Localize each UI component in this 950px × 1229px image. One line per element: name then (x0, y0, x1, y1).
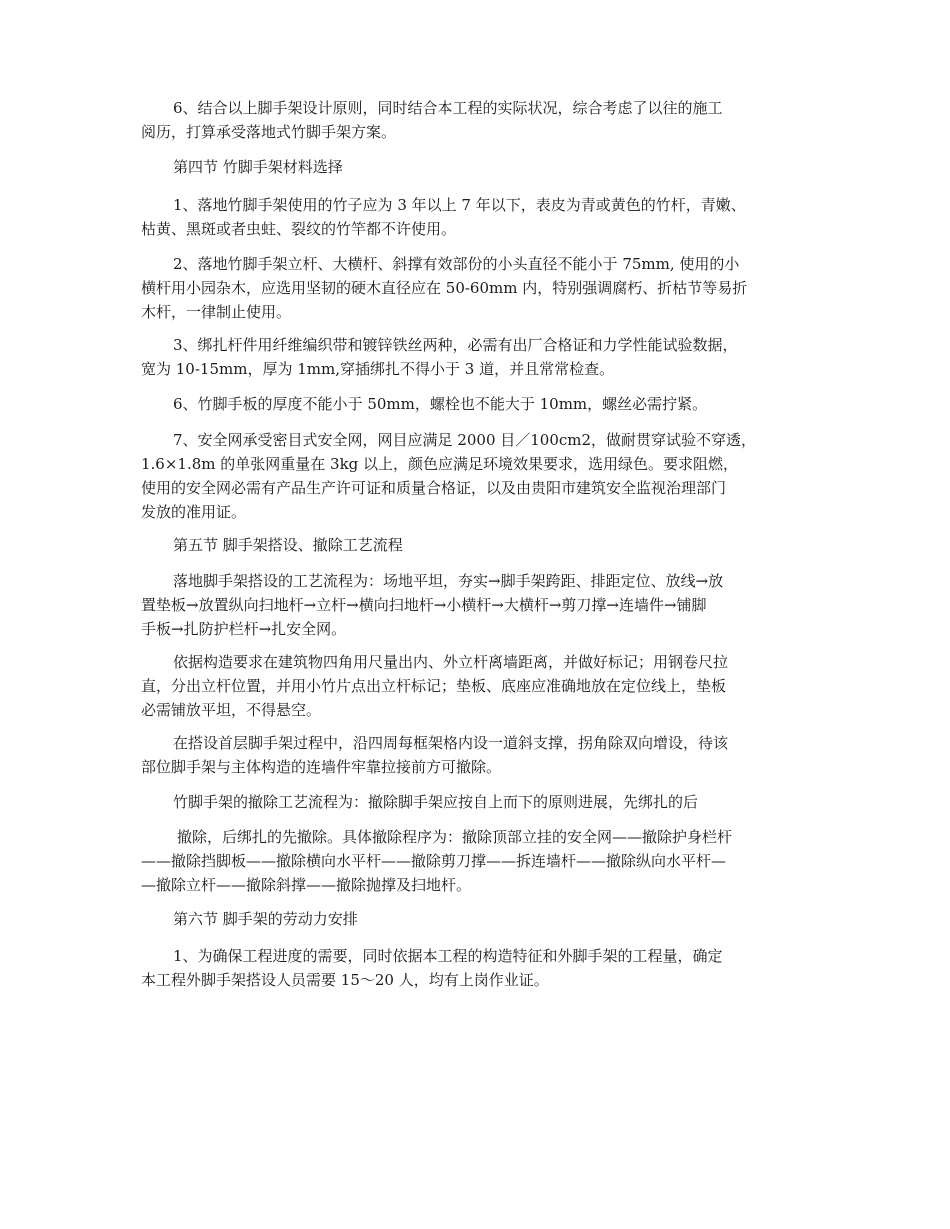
text-line: 落地脚手架搭设的工艺流程为：场地平坦，夯实→脚手架跨距、排距定位、放线→放 (173, 572, 724, 590)
text-line: 7、安全网承受密目式安全网，网目应满足 2000 目／100cm2，做耐贯穿试验不穿透， (173, 431, 757, 449)
text-line: 在搭设首层脚手架过程中，沿四周每框架格内设一道斜支撑，拐角除双向增设，待该 (173, 734, 729, 752)
text-line: 宽为 10-15mm，厚为 1mm,穿插绑扎不得小于 3 道，并且常常检查。 (141, 360, 615, 378)
paragraph-dismantle-intro (141, 790, 821, 814)
text-line: 置垫板→放置纵向扫地杆→立杆→横向扫地杆→小横杆→大横杆→剪刀撑→连墙件→铺脚 (141, 596, 707, 614)
paragraph-safety-net (141, 428, 821, 524)
paragraph-6-design-principle (141, 96, 821, 144)
text-line: 2、落地竹脚手架立杆、大横杆、斜撑有效部份的小头直径不能小于 75mm, 使用的小 (173, 255, 740, 273)
text-line: ——撤除挡脚板——撤除横向水平杆——撤除剪刀撑——拆连墙杆——撤除纵向水平杆— (141, 852, 727, 870)
section-heading-6 (141, 907, 821, 931)
section-heading-4 (141, 155, 821, 179)
text-line: 1、为确保工程进度的需要，同时依据本工程的构造特征和外脚手架的工程量，确定 (173, 947, 723, 965)
text-line: 6、竹脚手板的厚度不能小于 50mm，螺栓也不能大于 10mm，螺丝必需拧紧。 (173, 395, 708, 413)
heading-text: 第四节 竹脚手架材料选择 (173, 158, 343, 176)
text-line: 直，分出立杆位置，并用小竹片点出立杆标记；垫板、底座应准确地放在定位线上，垫板 (141, 677, 727, 695)
text-line: 横杆用小园杂木，应选用坚韧的硬木直径应在 50-60mm 内，特别强调腐朽、折枯节等易折 (141, 279, 748, 297)
paragraph-erection-process (141, 569, 821, 641)
paragraph-layout-marking (141, 650, 821, 722)
paragraph-bamboo-material (141, 193, 821, 241)
text-line: 1.6×1.8m 的单张网重量在 3kg 以上，颜色应满足环境效果要求，选用绿色。要求阻燃， (141, 455, 739, 473)
paragraph-binding-material (141, 333, 821, 381)
paragraph-first-floor-bracing (141, 731, 821, 779)
paragraph-pole-diameter (141, 252, 821, 324)
text-line: 竹脚手架的撤除工艺流程为：撤除脚手架应按自上而下的原则进展，先绑扎的后 (173, 793, 699, 811)
paragraph-dismantle-sequence (141, 825, 821, 897)
text-line: 部位脚手架与主体构造的连墙件牢靠拉接前方可撤除。 (141, 758, 502, 776)
text-line: —撤除立杆——撤除斜撑——撤除抛撑及扫地杆。 (141, 876, 472, 894)
text-line: 枯黄、黑斑或者虫蛀、裂纹的竹竿都不许使用。 (141, 220, 457, 238)
text-line: 使用的安全网必需有产品生产许可证和质量合格证，以及由贵阳市建筑安全监视治理部门 (141, 479, 727, 497)
paragraph-board-thickness (141, 392, 821, 416)
text-line: 必需铺放平坦，不得悬空。 (141, 701, 322, 719)
text-line: 阅历，打算承受落地式竹脚手架方案。 (141, 123, 397, 141)
text-line: 6、结合以上脚手架设计原则，同时结合本工程的实际状况，综合考虑了以往的施工 (173, 99, 723, 117)
paragraph-labor-arrangement (141, 944, 821, 992)
text-line: 本工程外脚手架搭设人员需要 15～20 人，均有上岗作业证。 (141, 971, 549, 989)
text-line: 木杆，一律制止使用。 (141, 303, 292, 321)
text-line: 手板→扎防护栏杆→扎安全网。 (141, 620, 347, 638)
section-heading-5 (141, 533, 821, 557)
heading-text: 第五节 脚手架搭设、撤除工艺流程 (173, 536, 403, 554)
heading-text: 第六节 脚手架的劳动力安排 (173, 910, 358, 928)
text-line: 3、绑扎杆件用纤维编织带和镀锌铁丝两种，必需有出厂合格证和力学性能试验数据， (173, 336, 738, 354)
text-line: 1、落地竹脚手架使用的竹子应为 3 年以上 7 年以下，表皮为青或黄色的竹杆，青嫩、 (173, 196, 746, 214)
text-line: 依据构造要求在建筑物四角用尺量出内、外立杆离墙距离，并做好标记；用钢卷尺拉 (173, 653, 729, 671)
text-line: 撤除，后绑扎的先撤除。具体撤除程序为：撤除顶部立挂的安全网——撤除护身栏杆 (177, 828, 733, 846)
text-line: 发放的准用证。 (141, 503, 247, 521)
